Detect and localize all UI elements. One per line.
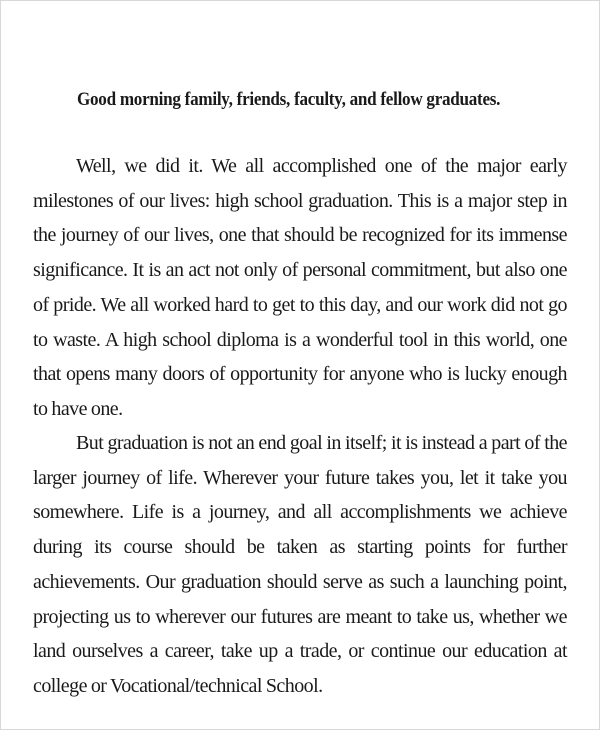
- speech-paragraph-2: But graduation is not an end goal in itself; it is instead a part of the larger journey of life. Wherever your future takes you, let it take you somewhere. Life is a journey, and all accomplishments we achieve during its course should be taken as starting points for further achievements. Our graduation should serve as such a launching point, projecting us to wherever our futures are meant to take us, whether we land ourselves a career, take up a trade, or continue our education at college or Vocational/technical School.: [33, 432, 567, 697]
- speech-greeting: Good morning family, friends, faculty, and fellow graduates.: [77, 89, 501, 110]
- speech-paragraph-1: Well, we did it. We all accomplished one of the major early milestones of our lives: high school graduation. This is a major step in the journey of our lives, one that should be recognized for its immense significance. It is an act not only of personal commitment, but also one of pride. We all worked hard to get to this day, and our work did not go to waste. A high school diploma is a wonderful tool in this world, one that opens many doors of opportunity for anyone who is lucky enough to have one.: [33, 155, 567, 420]
